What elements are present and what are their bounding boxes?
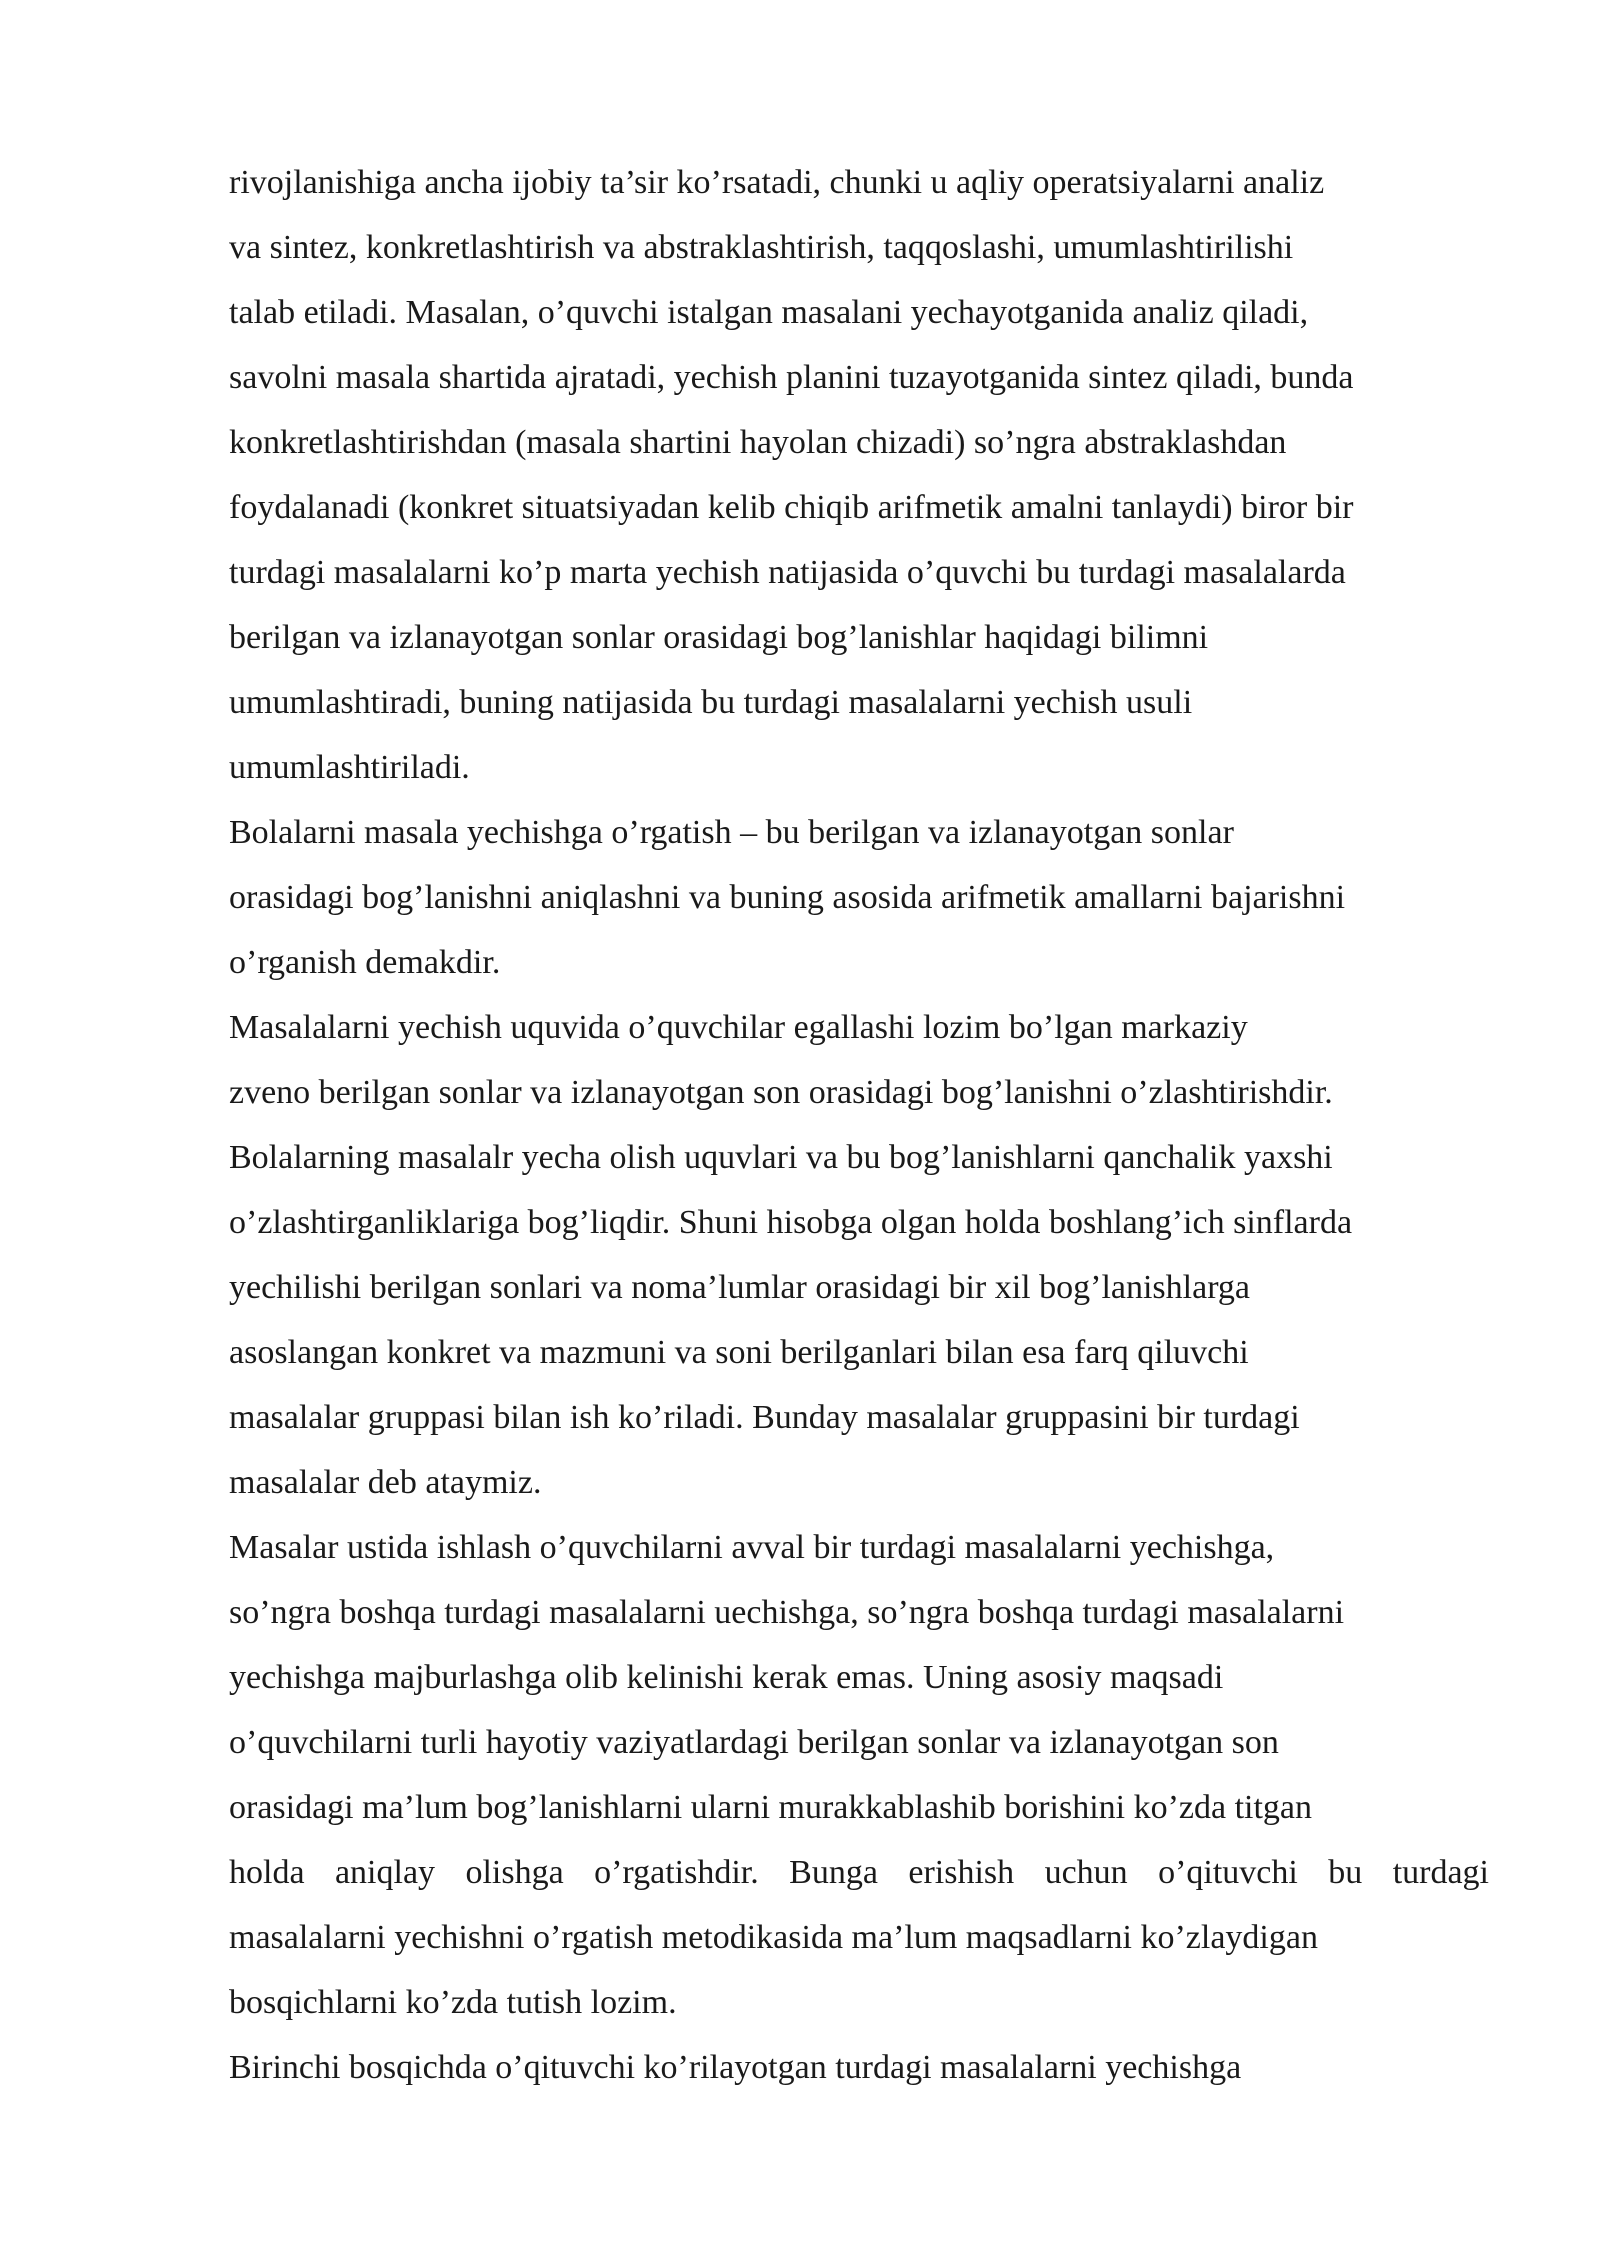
- text-line: Masalalarni yechish uquvida o’quvchilar egallashi lozim bo’lgan markaziy: [229, 1009, 1248, 1046]
- text-line: rivojlanishiga ancha ijobiy ta’sir ko’rsatadi, chunki u aqliy operatsiyalarni analiz: [229, 164, 1325, 201]
- text-line: masalalar deb ataymiz.: [229, 1464, 542, 1501]
- text-line: umumlashtiradi, buning natijasida bu turdagi masalalarni yechish usuli: [229, 684, 1193, 721]
- text-line: yechishga majburlashga olib kelinishi kerak emas. Uning asosiy maqsadi: [229, 1659, 1224, 1696]
- text-line: savolni masala shartida ajratadi, yechish planini tuzayotganida sintez qiladi, bunda: [229, 359, 1354, 396]
- text-line: zveno berilgan sonlar va izlanayotgan son orasidagi bog’lanishni o’zlashtirishdir.: [229, 1074, 1333, 1111]
- text-line: o’rganish demakdir.: [229, 944, 501, 981]
- text-line: foydalanadi (konkret situatsiyadan kelib chiqib arifmetik amalni tanlaydi) biror bir: [229, 489, 1354, 526]
- text-line: berilgan va izlanayotgan sonlar orasidagi bog’lanishlar haqidagi bilimni: [229, 619, 1209, 656]
- text-line: Bolalarning masalalr yecha olish uquvlari va bu bog’lanishlarni qanchalik yaxshi: [229, 1139, 1333, 1176]
- text-line: bosqichlarni ko’zda tutish lozim.: [229, 1984, 677, 2021]
- text-line: va sintez, konkretlashtirish va abstraklashtirish, taqqoslashi, umumlashtirilishi: [229, 229, 1294, 266]
- text-line: asoslangan konkret va mazmuni va soni berilganlari bilan esa farq qiluvchi: [229, 1334, 1249, 1371]
- text-line: so’ngra boshqa turdagi masalalarni uechishga, so’ngra boshqa turdagi masalalarni: [229, 1594, 1345, 1631]
- text-line: turdagi masalalarni ko’p marta yechish natijasida o’quvchi bu turdagi masalalarda: [229, 554, 1346, 591]
- text-line: orasidagi bog’lanishni aniqlashni va buning asosida arifmetik amallarni bajarishni: [229, 879, 1346, 916]
- text-line: Bolalarni masala yechishga o’rgatish – bu berilgan va izlanayotgan sonlar: [229, 814, 1234, 851]
- text-line: Masalar ustida ishlash o’quvchilarni avval bir turdagi masalalarni yechishga,: [229, 1529, 1275, 1566]
- text-line: masalalarni yechishni o’rgatish metodikasida ma’lum maqsadlarni ko’zlaydigan: [229, 1919, 1318, 1956]
- text-line: konkretlashtirishdan (masala shartini hayolan chizadi) so’ngra abstraklashdan: [229, 424, 1287, 461]
- text-line: umumlashtiriladi.: [229, 749, 470, 786]
- text-line: talab etiladi. Masalan, o’quvchi istalgan masalani yechayotganida analiz qiladi,: [229, 294, 1309, 331]
- text-line: yechilishi berilgan sonlari va noma’lumlar orasidagi bir xil bog’lanishlarga: [229, 1269, 1250, 1306]
- body-text: [229, 150, 1489, 2100]
- text-line: masalalar gruppasi bilan ish ko’riladi. Bunday masalalar gruppasini bir turdagi: [229, 1399, 1300, 1436]
- text-line: o’zlashtirganliklariga bog’liqdir. Shuni hisobga olgan holda boshlang’ich sinflarda: [229, 1204, 1353, 1241]
- text-line: Birinchi bosqichda o’qituvchi ko’rilayotgan turdagi masalalarni yechishga: [229, 2049, 1242, 2086]
- text-line: holda aniqlay olishga o’rgatishdir. Bunga erishish uchun o’qituvchi bu turdagi: [229, 1854, 1489, 1891]
- text-line: orasidagi ma’lum bog’lanishlarni ularni murakkablashib borishini ko’zda titgan: [229, 1789, 1313, 1826]
- text-line: o’quvchilarni turli hayotiy vaziyatlardagi berilgan sonlar va izlanayotgan son: [229, 1724, 1279, 1761]
